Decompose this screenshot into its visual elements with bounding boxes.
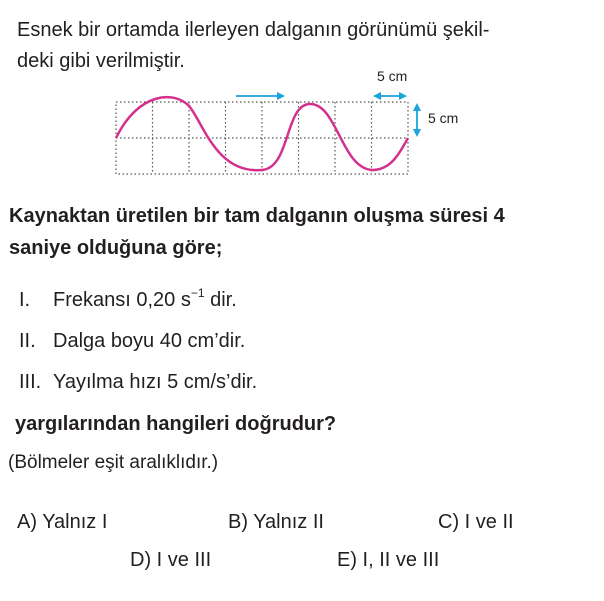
option-b[interactable]: B) Yalnız II (228, 511, 324, 533)
question-line-1: Kaynaktan üretilen bir tam dalganın oluşma süresi 4 (9, 205, 505, 227)
option-d[interactable]: D) I ve III (130, 549, 212, 571)
statement-3-number: III. (19, 371, 42, 393)
horizontal-scale-label: 5 cm (377, 68, 408, 84)
note: (Bölmeler eşit aralıklıdır.) (8, 452, 219, 473)
statement-3-text: Yayılma hızı 5 cm/s’dir. (53, 371, 258, 393)
statement-1-superscript: −1 (190, 286, 205, 300)
wave-figure (108, 60, 428, 180)
statement-2-number: II. (19, 330, 36, 352)
dotted-grid (116, 102, 408, 174)
statement-1-number: I. (19, 289, 31, 311)
option-a[interactable]: A) Yalnız I (17, 511, 108, 533)
option-e[interactable]: E) I, II ve III (337, 549, 440, 571)
question-line-2: saniye olduğuna göre; (9, 237, 223, 259)
statement-1-suffix: dir. (204, 289, 237, 311)
intro-line-2: deki gibi verilmiştir. (17, 50, 185, 72)
question-prompt: yargılarından hangileri doğrudur? (15, 413, 337, 435)
statement-1-text: Frekansı 0,20 s (53, 289, 191, 311)
statement-2-text: Dalga boyu 40 cm’dir. (53, 330, 246, 352)
intro-line-1: Esnek bir ortamda ilerleyen dalganın görünümü şekil- (17, 19, 490, 41)
statement-1 (53, 288, 237, 314)
vertical-scale-label: 5 cm (428, 110, 459, 126)
option-c[interactable]: C) I ve II (438, 511, 514, 533)
